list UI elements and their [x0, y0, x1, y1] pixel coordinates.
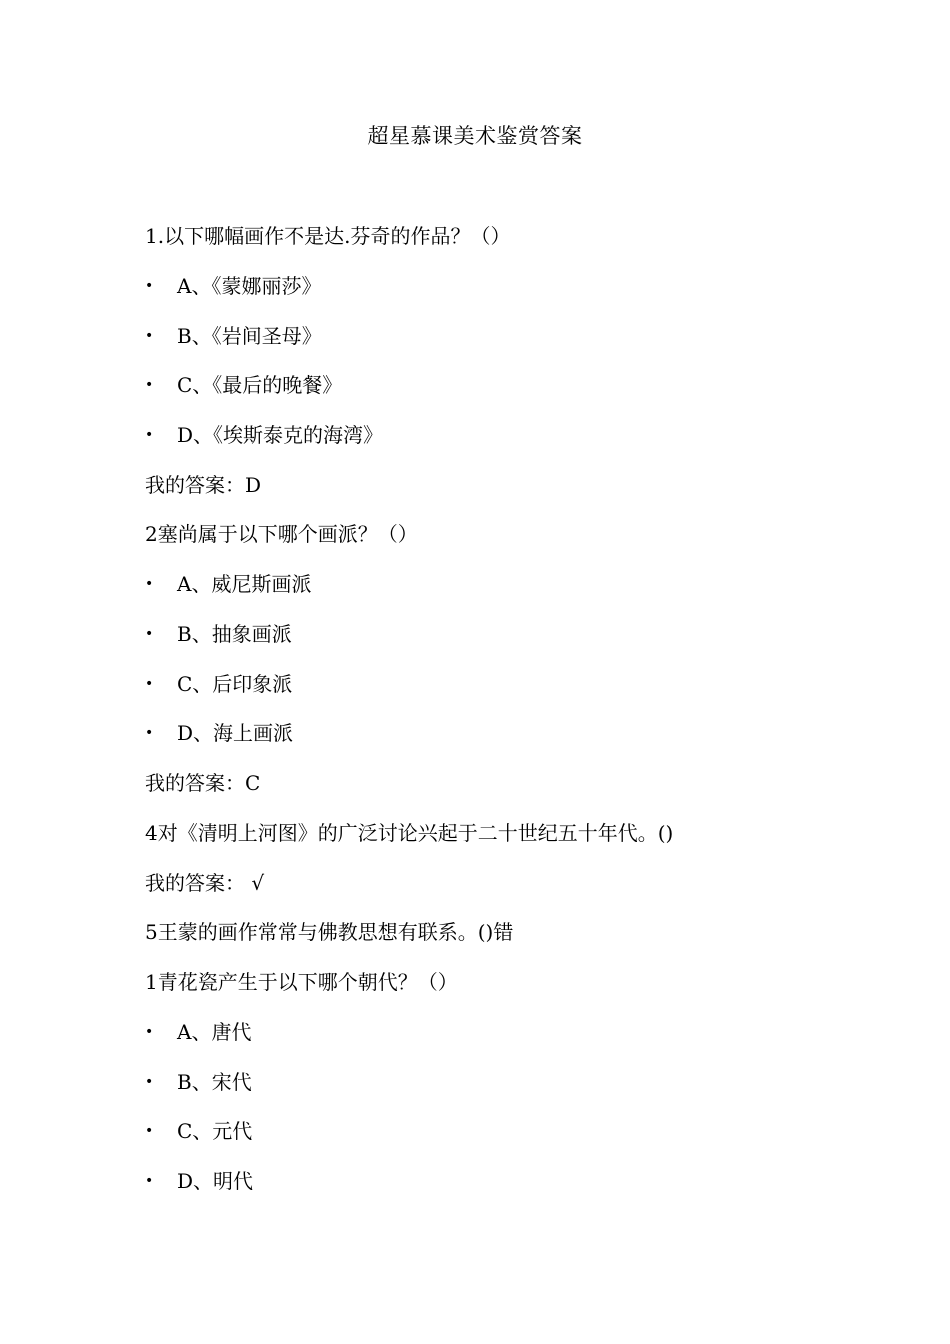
- option-label: C、元代: [177, 1119, 253, 1143]
- bullet-icon: •: [145, 427, 154, 443]
- question-4-answer: 我的答案： √: [145, 871, 265, 895]
- bullet-icon: •: [145, 328, 154, 344]
- option-label: C、后印象派: [177, 672, 293, 696]
- question-6-option-a: [145, 1017, 251, 1047]
- option-label: A、威尼斯画派: [177, 572, 312, 596]
- option-label: B、宋代: [177, 1070, 252, 1094]
- bullet-icon: •: [145, 1024, 154, 1040]
- option-label: D、海上画派: [177, 721, 294, 745]
- bullet-icon: •: [145, 576, 154, 592]
- bullet-icon: •: [145, 725, 154, 741]
- bullet-icon: •: [145, 1173, 154, 1189]
- bullet-icon: •: [145, 1074, 154, 1090]
- bullet-icon: •: [145, 377, 154, 393]
- bullet-icon: •: [145, 626, 154, 642]
- question-2-answer: 我的答案：C: [145, 771, 261, 795]
- question-1-option-b: [145, 321, 322, 351]
- option-label: D、明代: [177, 1169, 254, 1193]
- document-title: 超星慕课美术鉴赏答案: [367, 124, 583, 148]
- question-5: 5王蒙的画作常常与佛教思想有联系。()错: [145, 920, 514, 944]
- option-label: A、唐代: [177, 1020, 252, 1044]
- question-4: 4对《清明上河图》的广泛讨论兴起于二十世纪五十年代。(): [145, 821, 674, 845]
- question-6-option-d: [145, 1166, 253, 1196]
- question-2: 2塞尚属于以下哪个画派？（）: [145, 522, 418, 546]
- question-1: 1.以下哪幅画作不是达.芬奇的作品？（）: [145, 224, 511, 248]
- question-1-option-c: [145, 370, 342, 400]
- option-label: A、《蒙娜丽莎》: [177, 274, 322, 298]
- bullet-icon: •: [145, 278, 154, 294]
- bullet-icon: •: [145, 676, 154, 692]
- option-label: B、抽象画派: [177, 622, 292, 646]
- question-2-option-d: [145, 718, 293, 748]
- question-1-option-d: [145, 420, 383, 450]
- option-label: B、《岩间圣母》: [177, 324, 322, 348]
- question-2-option-c: [145, 669, 292, 699]
- question-6: 1青花瓷产生于以下哪个朝代？（）: [145, 970, 458, 994]
- option-label: C、《最后的晚餐》: [177, 373, 343, 397]
- bullet-icon: •: [145, 1123, 154, 1139]
- option-label: D、《埃斯泰克的海湾》: [177, 423, 384, 447]
- question-1-answer: 我的答案：D: [145, 473, 262, 497]
- question-1-option-a: [145, 271, 321, 301]
- question-2-option-b: [145, 619, 292, 649]
- question-2-option-a: [145, 569, 311, 599]
- question-6-option-b: [145, 1067, 252, 1097]
- question-6-option-c: [145, 1116, 252, 1146]
